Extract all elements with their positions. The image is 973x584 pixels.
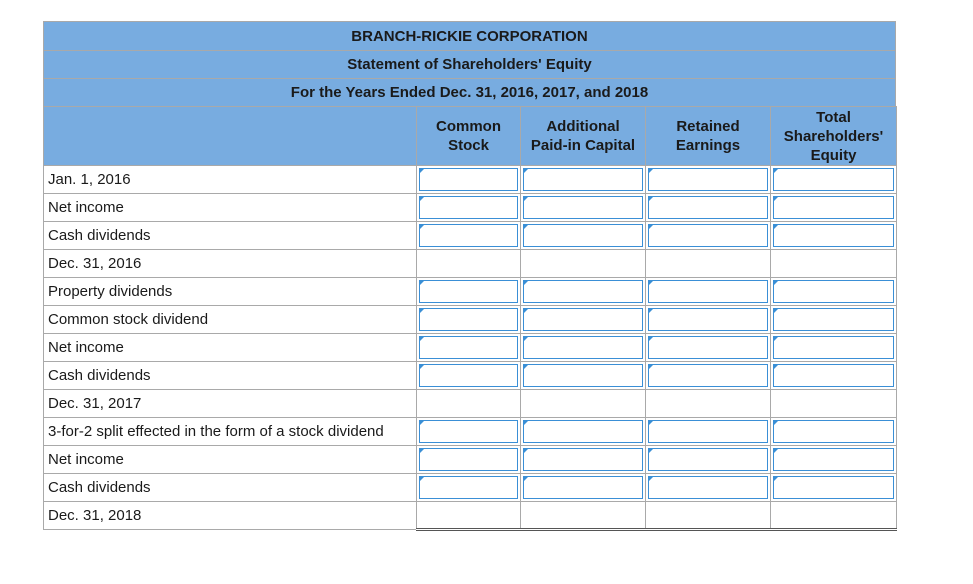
amount-input-common-stock[interactable] [419,448,518,471]
cell-retained-earnings [646,306,771,334]
cell-additional-paid-in-capital [521,446,646,474]
row-label: Cash dividends [44,362,417,390]
cell-additional-paid-in-capital [521,194,646,222]
row-label: Cash dividends [44,474,417,502]
cell-common-stock [417,222,521,250]
cell-additional-paid-in-capital [521,166,646,194]
row-label: Net income [44,446,417,474]
cell-retained-earnings [646,250,771,278]
cell-total-shareholders-equity [771,502,897,530]
cell-common-stock [417,166,521,194]
cell-total-shareholders-equity [771,222,897,250]
cell-retained-earnings [646,418,771,446]
cell-total-shareholders-equity [771,166,897,194]
amount-input-total-shareholders-equity[interactable] [773,336,894,359]
amount-input-additional-paid-in-capital[interactable] [523,448,643,471]
cell-additional-paid-in-capital [521,418,646,446]
col-header-common-stock: Common Stock [417,107,521,166]
cell-additional-paid-in-capital [521,306,646,334]
row-label: Dec. 31, 2016 [44,250,417,278]
amount-input-additional-paid-in-capital[interactable] [523,196,643,219]
statement-title: Statement of Shareholders' Equity [43,50,896,78]
amount-input-additional-paid-in-capital[interactable] [523,336,643,359]
amount-input-additional-paid-in-capital[interactable] [523,168,643,191]
row-label: Jan. 1, 2016 [44,166,417,194]
amount-input-total-shareholders-equity[interactable] [773,308,894,331]
amount-input-additional-paid-in-capital[interactable] [523,420,643,443]
amount-input-common-stock[interactable] [419,476,518,499]
cell-total-shareholders-equity [771,474,897,502]
amount-input-total-shareholders-equity[interactable] [773,224,894,247]
amount-input-total-shareholders-equity[interactable] [773,168,894,191]
amount-input-additional-paid-in-capital[interactable] [523,224,643,247]
amount-input-common-stock[interactable] [419,168,518,191]
table-row [44,446,897,474]
amount-input-retained-earnings[interactable] [648,476,768,499]
cell-retained-earnings [646,502,771,530]
cell-retained-earnings [646,194,771,222]
amount-input-retained-earnings[interactable] [648,448,768,471]
amount-input-retained-earnings[interactable] [648,364,768,387]
table-row [44,418,897,446]
amount-input-common-stock[interactable] [419,224,518,247]
cell-common-stock [417,334,521,362]
amount-input-retained-earnings[interactable] [648,280,768,303]
amount-input-total-shareholders-equity[interactable] [773,420,894,443]
cell-total-shareholders-equity [771,418,897,446]
cell-common-stock [417,474,521,502]
cell-common-stock [417,390,521,418]
table-row [44,250,897,278]
cell-total-shareholders-equity [771,362,897,390]
amount-input-common-stock[interactable] [419,364,518,387]
cell-additional-paid-in-capital [521,474,646,502]
cell-retained-earnings [646,222,771,250]
row-label: 3-for-2 split effected in the form of a stock dividend [44,418,417,446]
cell-additional-paid-in-capital [521,502,646,530]
amount-input-common-stock[interactable] [419,280,518,303]
cell-retained-earnings [646,334,771,362]
cell-retained-earnings [646,362,771,390]
table-row [44,194,897,222]
col-header-retained-earnings: Retained Earnings [646,107,771,166]
equity-statement-worksheet [43,21,896,531]
row-label-header [44,107,417,166]
amount-input-retained-earnings[interactable] [648,420,768,443]
amount-input-total-shareholders-equity[interactable] [773,280,894,303]
cell-additional-paid-in-capital [521,278,646,306]
cell-common-stock [417,306,521,334]
row-label: Dec. 31, 2018 [44,502,417,530]
table-row [44,334,897,362]
cell-total-shareholders-equity [771,446,897,474]
row-label: Dec. 31, 2017 [44,390,417,418]
cell-total-shareholders-equity [771,250,897,278]
table-row [44,306,897,334]
cell-total-shareholders-equity [771,334,897,362]
equity-table [43,106,897,531]
company-name: BRANCH-RICKIE CORPORATION [43,21,896,50]
cell-total-shareholders-equity [771,306,897,334]
amount-input-additional-paid-in-capital[interactable] [523,476,643,499]
amount-input-total-shareholders-equity[interactable] [773,364,894,387]
row-label: Property dividends [44,278,417,306]
amount-input-retained-earnings[interactable] [648,168,768,191]
amount-input-total-shareholders-equity[interactable] [773,448,894,471]
cell-common-stock [417,362,521,390]
row-label: Cash dividends [44,222,417,250]
amount-input-common-stock[interactable] [419,420,518,443]
cell-additional-paid-in-capital [521,222,646,250]
column-header-row [44,107,897,166]
cell-common-stock [417,418,521,446]
amount-input-additional-paid-in-capital[interactable] [523,364,643,387]
row-label: Net income [44,194,417,222]
table-row [44,166,897,194]
amount-input-additional-paid-in-capital[interactable] [523,280,643,303]
cell-retained-earnings [646,474,771,502]
row-label: Common stock dividend [44,306,417,334]
cell-retained-earnings [646,278,771,306]
cell-retained-earnings [646,390,771,418]
table-row [44,222,897,250]
statement-period: For the Years Ended Dec. 31, 2016, 2017, and 2018 [43,78,896,106]
amount-input-retained-earnings[interactable] [648,308,768,331]
amount-input-retained-earnings[interactable] [648,336,768,359]
cell-common-stock [417,502,521,530]
table-row [44,362,897,390]
cell-common-stock [417,446,521,474]
col-header-total-shareholders-equity: Total Shareholders' Equity [771,107,897,166]
cell-additional-paid-in-capital [521,390,646,418]
cell-additional-paid-in-capital [521,362,646,390]
amount-input-common-stock[interactable] [419,196,518,219]
table-row [44,474,897,502]
cell-retained-earnings [646,166,771,194]
table-row [44,278,897,306]
row-label: Net income [44,334,417,362]
cell-total-shareholders-equity [771,194,897,222]
amount-input-total-shareholders-equity[interactable] [773,476,894,499]
cell-total-shareholders-equity [771,278,897,306]
cell-common-stock [417,250,521,278]
cell-common-stock [417,278,521,306]
cell-retained-earnings [646,446,771,474]
cell-additional-paid-in-capital [521,250,646,278]
amount-input-common-stock[interactable] [419,336,518,359]
col-header-additional-paid-in-capital: Additional Paid-in Capital [521,107,646,166]
amount-input-retained-earnings[interactable] [648,224,768,247]
table-row [44,502,897,530]
cell-common-stock [417,194,521,222]
cell-total-shareholders-equity [771,390,897,418]
amount-input-total-shareholders-equity[interactable] [773,196,894,219]
amount-input-additional-paid-in-capital[interactable] [523,308,643,331]
amount-input-common-stock[interactable] [419,308,518,331]
table-row [44,390,897,418]
cell-additional-paid-in-capital [521,334,646,362]
amount-input-retained-earnings[interactable] [648,196,768,219]
